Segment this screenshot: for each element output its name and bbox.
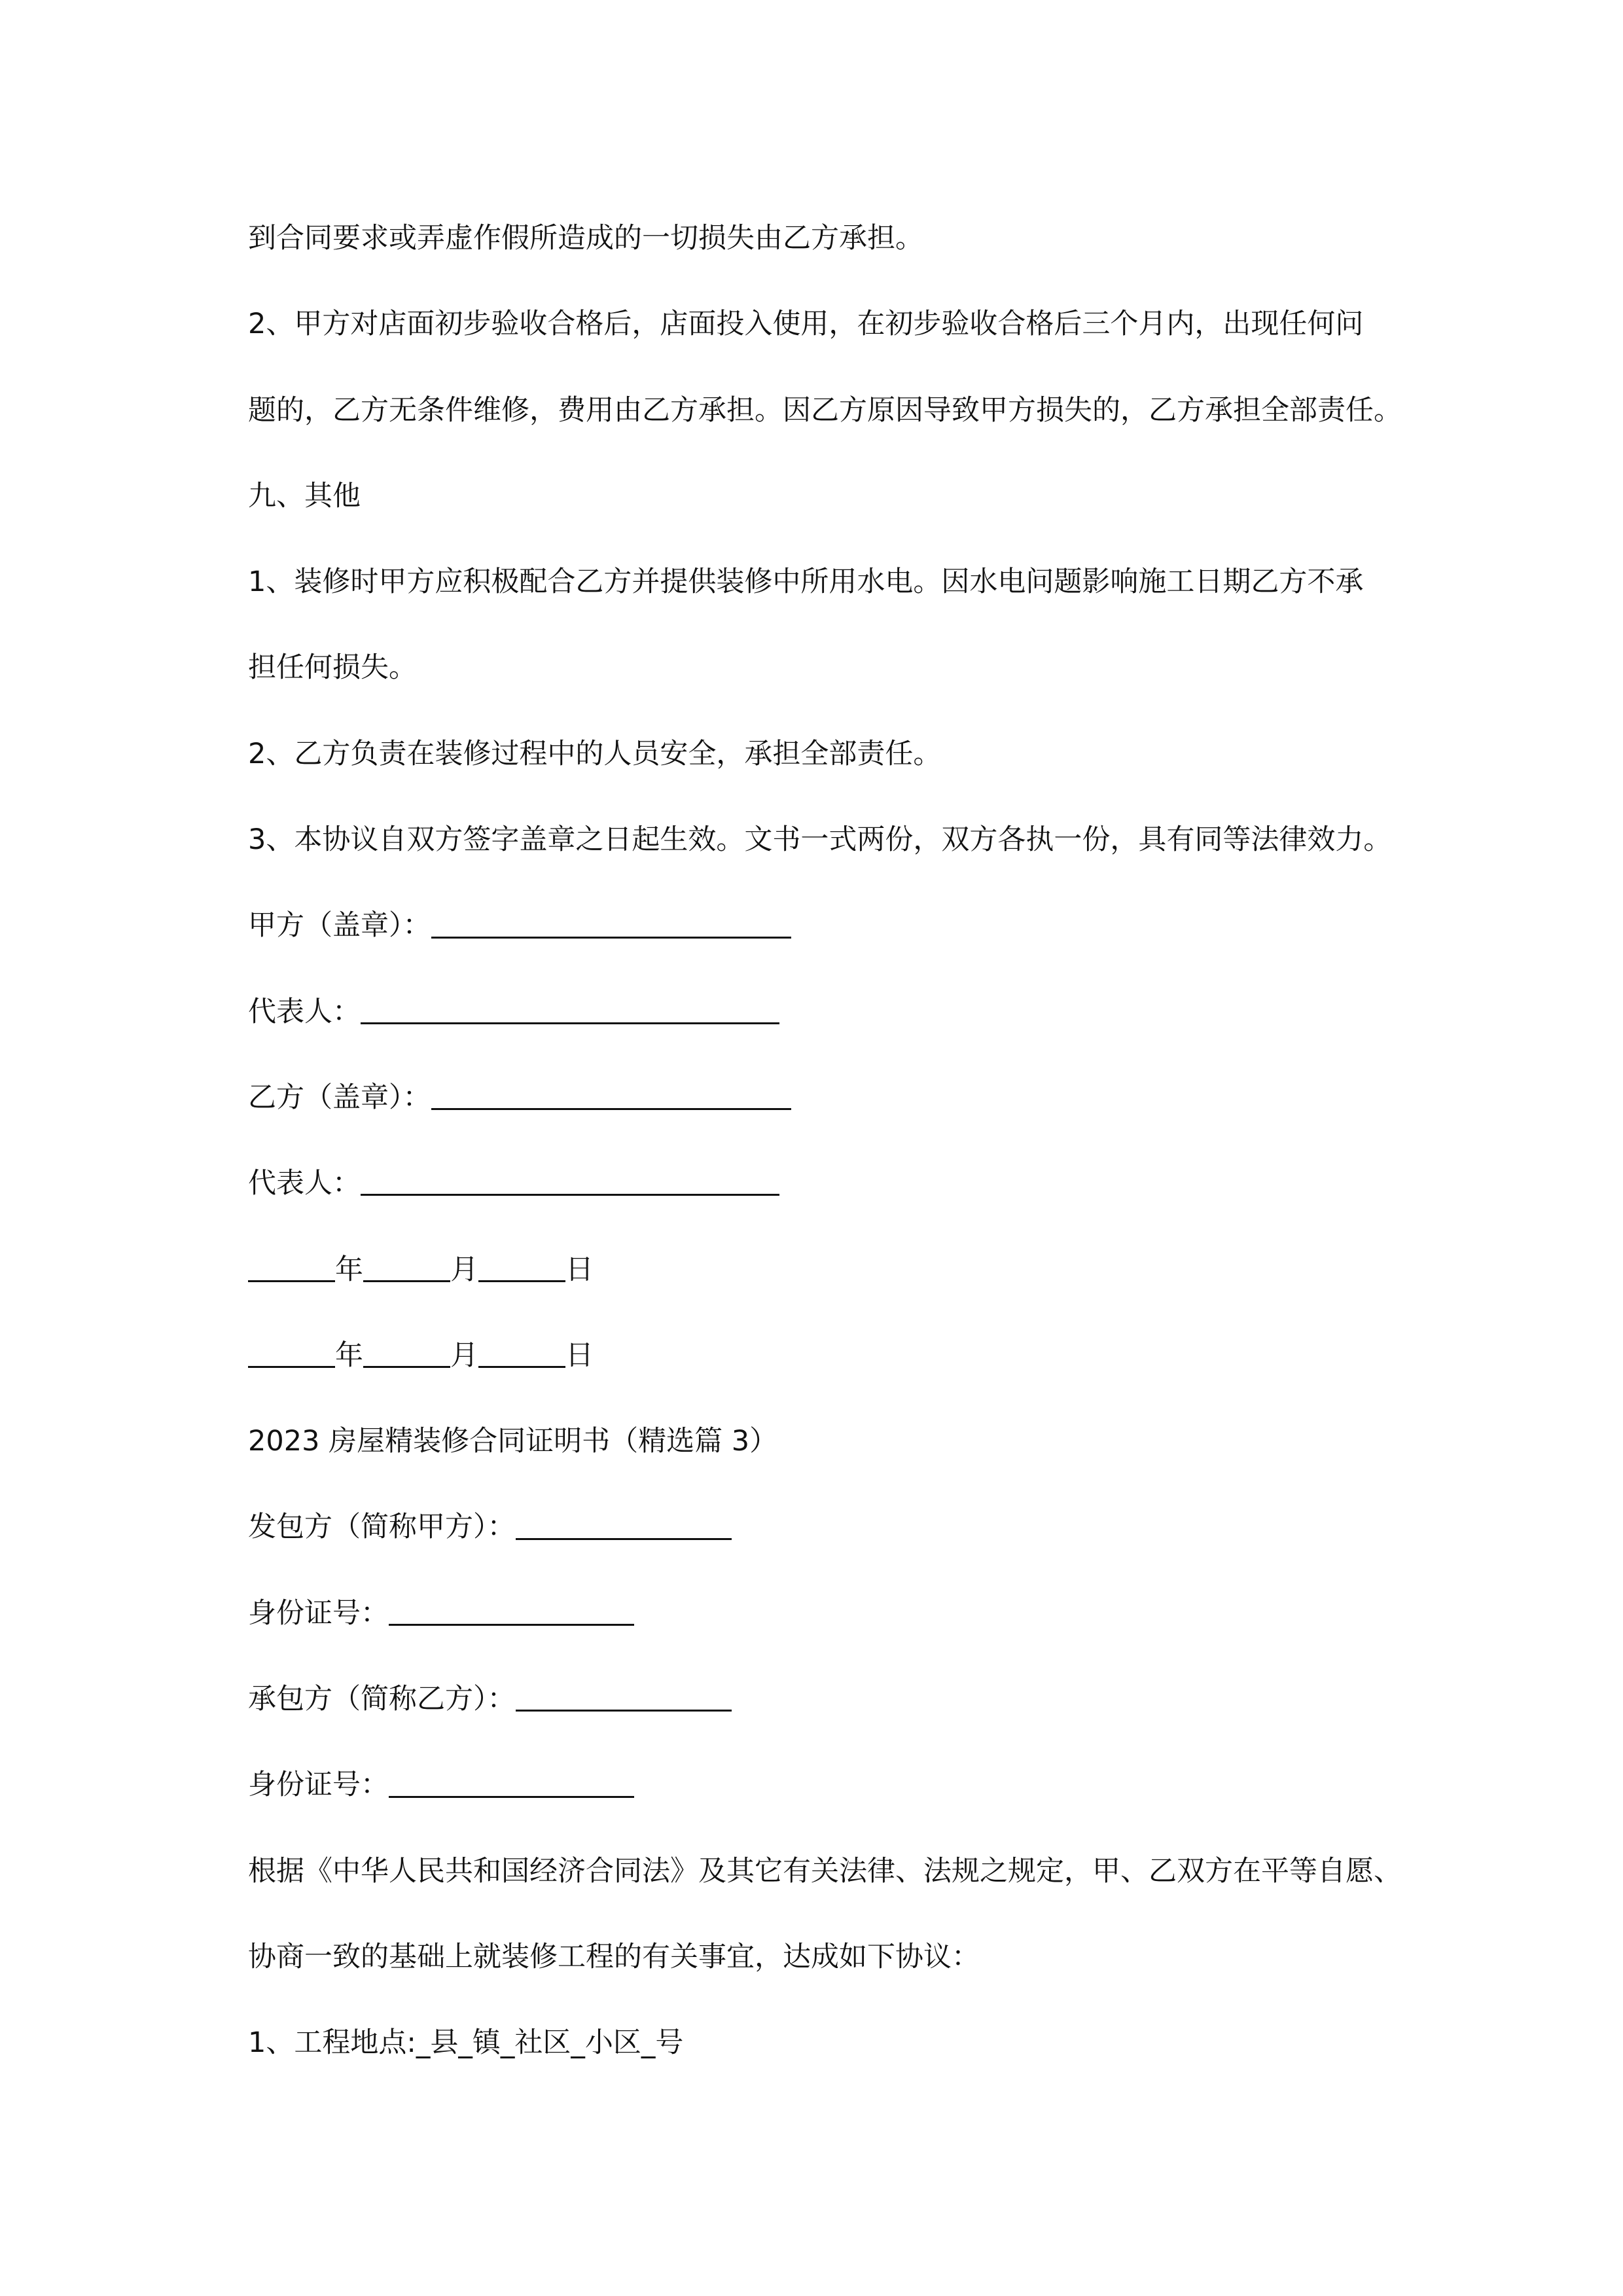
rep-field (248, 969, 1426, 1055)
party-b-seal-field (248, 1055, 1426, 1141)
section-heading: 九、其他 (248, 479, 361, 512)
section-title: 2023 房屋精装修合同证明书（精选篇 3） (248, 1425, 778, 1458)
day-label: 日 (565, 1253, 594, 1286)
year-blank[interactable] (248, 1338, 335, 1368)
text-line: 2、甲方对店面初步验收合格后，店面投入使用，在初步验收合格后三个月内，出现任何问 (248, 308, 1364, 341)
month-label: 月 (450, 1253, 478, 1286)
text-line: 担任何损失。 (248, 651, 417, 685)
year-label: 年 (335, 1338, 363, 1372)
text-line: 1、工程地点:_县_镇_社区_小区_号 (248, 2026, 684, 2060)
month-blank[interactable] (363, 1338, 450, 1368)
id-label: 身份证号： (248, 1596, 389, 1630)
text-line: 题的，乙方无条件维修，费用由乙方承担。因乙方原因导致甲方损失的，乙方承担全部责任。 (248, 393, 1402, 427)
id-blank[interactable] (389, 1596, 634, 1626)
party-b-seal-label: 乙方（盖章）： (248, 1081, 431, 1114)
month-blank[interactable] (363, 1252, 450, 1282)
signature-blank[interactable] (431, 908, 791, 939)
date-field (248, 1313, 1426, 1399)
employer-field (248, 1484, 1426, 1570)
day-label: 日 (565, 1338, 594, 1372)
rep-field (248, 1141, 1426, 1227)
day-blank[interactable] (478, 1338, 565, 1368)
contractor-label: 承包方（简称乙方）： (248, 1683, 516, 1716)
text-line: 到合同要求或弄虚作假所造成的一切损失由乙方承担。 (248, 222, 923, 255)
signature-blank[interactable] (361, 1166, 779, 1196)
party-a-seal-label: 甲方（盖章）： (248, 909, 431, 942)
text-line: 协商一致的基础上就装修工程的有关事宜，达成如下协议： (248, 1940, 980, 1973)
text-line: 1、装修时甲方应积极配合乙方并提供装修中所用水电。因水电问题影响施工日期乙方不承 (248, 565, 1364, 599)
year-label: 年 (335, 1253, 363, 1286)
date-field (248, 1227, 1426, 1313)
contractor-blank[interactable] (516, 1681, 732, 1712)
id-field (248, 1571, 1426, 1657)
text-line: 3、本协议自双方签字盖章之日起生效。文书一式两份，双方各执一份，具有同等法律效力。 (248, 823, 1392, 857)
employer-label: 发包方（简称甲方）： (248, 1511, 516, 1544)
rep-label: 代表人： (248, 995, 361, 1028)
id-blank[interactable] (389, 1768, 634, 1798)
signature-blank[interactable] (361, 994, 779, 1024)
id-field (248, 1742, 1426, 1828)
id-label: 身份证号： (248, 1768, 389, 1802)
document-page (248, 196, 1426, 2087)
signature-blank[interactable] (431, 1080, 791, 1110)
employer-blank[interactable] (516, 1510, 732, 1540)
party-a-seal-field (248, 883, 1426, 969)
text-line: 2、乙方负责在装修过程中的人员安全，承担全部责任。 (248, 737, 942, 770)
day-blank[interactable] (478, 1252, 565, 1282)
contractor-field (248, 1657, 1426, 1742)
text-line: 根据《中华人民共和国经济合同法》及其它有关法律、法规之规定，甲、乙双方在平等自愿、 (248, 1854, 1402, 1888)
year-blank[interactable] (248, 1252, 335, 1282)
rep-label: 代表人： (248, 1167, 361, 1200)
month-label: 月 (450, 1338, 478, 1372)
